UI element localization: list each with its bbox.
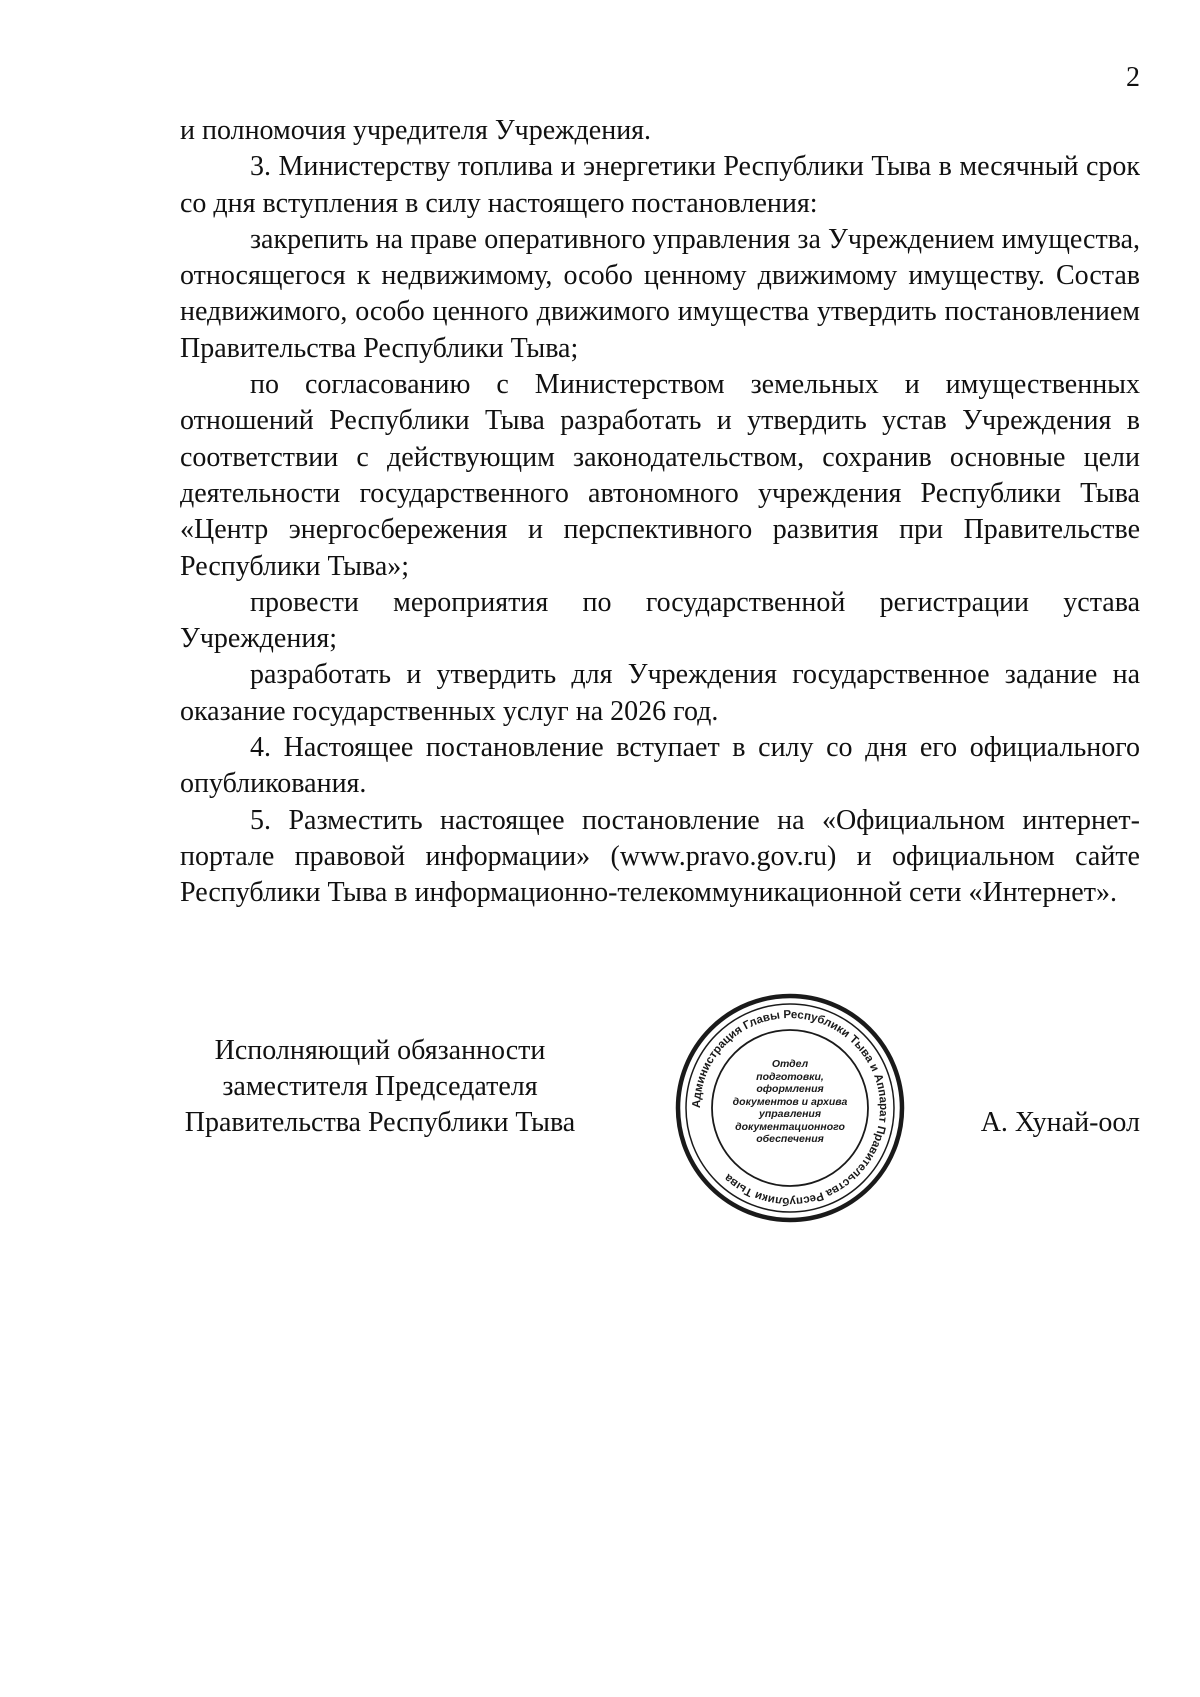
official-seal bbox=[672, 990, 908, 1226]
seal-line: Отдел bbox=[771, 1058, 809, 1070]
paragraph: и полномочия учредителя Учреждения. bbox=[180, 115, 652, 146]
seal-line: управления bbox=[758, 1108, 822, 1120]
seal-ring-text: Администрация Главы Республики Тыва и Аппарат Правительства Республики Тыва bbox=[690, 1008, 890, 1208]
paragraph: 5. Разместить настоящее постановление на «Официальном интернет-портале правовой информации» (www.pravo.gov.ru) и официальном сайте Республики Тыва в информационно-телекоммуникационной сети «Интернет». bbox=[180, 804, 1140, 909]
document-body bbox=[180, 113, 1140, 912]
paragraph: провести мероприятия по государственной регистрации устава Учреждения; bbox=[180, 586, 1140, 655]
paragraph: 3. Министерству топлива и энергетики Республики Тыва в месячный срок со дня вступления в силу настоящего постановления: bbox=[180, 151, 1140, 219]
signatory-name: А. Хунай-оол bbox=[980, 1107, 1140, 1138]
paragraph: разработать и утвердить для Учреждения государственное задание на оказание государственных услуг на 2026 год. bbox=[180, 659, 1140, 727]
seal-line: обеспечения bbox=[756, 1133, 824, 1145]
seal-line: документационного bbox=[735, 1120, 845, 1133]
seal-center-text bbox=[710, 1058, 870, 1146]
signatory-title-line: заместителя Председателя bbox=[222, 1071, 538, 1102]
signatory-title-line: Правительства Республики Тыва bbox=[184, 1107, 576, 1138]
paragraph: по согласованию с Министерством земельных и имущественных отношений Республики Тыва разработать и утвердить устав Учреждения в соответствии с действующим законодательством, сохранив основные цели деятельности государственного автономного учреждения Республики Тыва «Центр энергосбережения и перспективного развития при Правительстве Республики Тыва»; bbox=[180, 369, 1140, 582]
signatory-title-line: Исполняющий обязанности bbox=[214, 1035, 546, 1066]
seal-line: оформления bbox=[756, 1083, 824, 1095]
seal-line: подготовки, bbox=[756, 1070, 824, 1083]
signatory-title bbox=[180, 1033, 580, 1141]
paragraph: закрепить на праве оперативного управления за Учреждением имущества, относящегося к недвижимому, особо ценному движимому имуществу. Состав недвижимого, особо ценного движимого имущества утвердить постановлением Правительства Республики Тыва; bbox=[180, 223, 1140, 364]
page-number: 2 bbox=[1126, 62, 1140, 93]
seal-line: документов и архива bbox=[732, 1095, 848, 1108]
paragraph: 4. Настоящее постановление вступает в силу со дня его официального опубликования. bbox=[180, 732, 1140, 800]
